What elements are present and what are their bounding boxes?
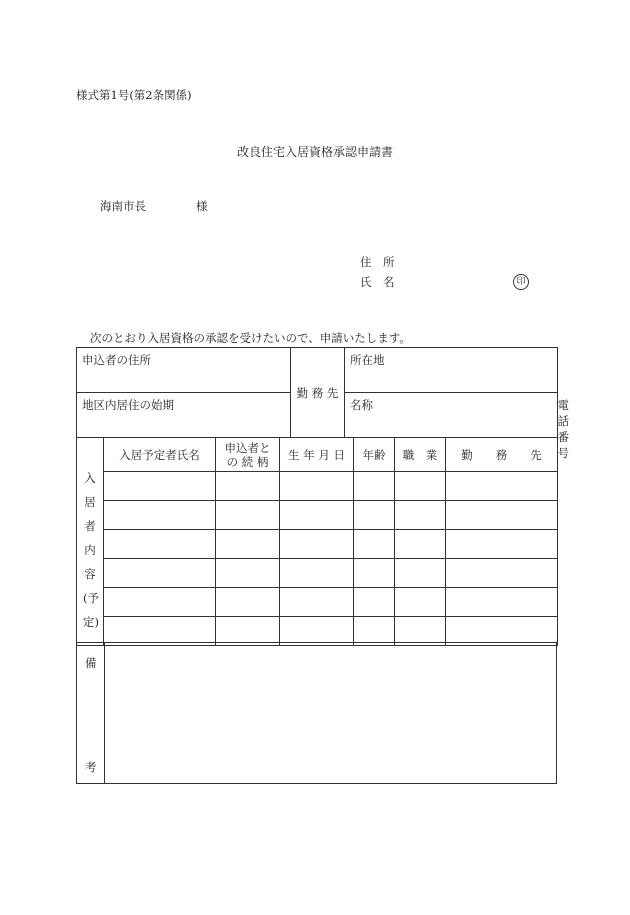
- residence-start-cell[interactable]: [77, 393, 291, 438]
- cell[interactable]: [446, 588, 558, 617]
- header-relation-1: 申込者と: [224, 440, 271, 455]
- cell[interactable]: [446, 530, 558, 559]
- cell[interactable]: [354, 559, 395, 588]
- intro-text: 次のとおり入居資格の承認を受けたいので、申請いたします。: [90, 331, 411, 345]
- workplace-label: 勤 務 先: [296, 385, 339, 400]
- side-char: 内: [84, 543, 96, 557]
- table-row: [77, 588, 558, 617]
- addressee-honorific: 様: [196, 199, 208, 213]
- cell[interactable]: [395, 472, 446, 501]
- cell[interactable]: [280, 559, 354, 588]
- cell[interactable]: [216, 559, 280, 588]
- applicant-address-label-cell: 申込者の住所: [82, 353, 151, 367]
- table-row: [77, 472, 558, 501]
- header-workplace: 勤 務 先: [446, 438, 558, 472]
- form-title: 改良住宅入居資格承認申請書: [237, 145, 394, 159]
- cell[interactable]: [395, 559, 446, 588]
- header-name: 入居予定者氏名: [104, 438, 216, 472]
- location-label: 所在地: [350, 353, 385, 367]
- applicant-name-label: 氏 名: [360, 275, 395, 289]
- cell[interactable]: [446, 472, 558, 501]
- cell[interactable]: [216, 530, 280, 559]
- header-relation: [216, 438, 280, 472]
- cell[interactable]: [280, 501, 354, 530]
- resident-table: [76, 437, 558, 646]
- form-number: 様式第1号(第2条関係): [76, 88, 192, 102]
- header-relation-2: の 続 柄: [226, 454, 269, 469]
- resident-side-label: [77, 438, 104, 646]
- cell[interactable]: [104, 472, 216, 501]
- cell[interactable]: [354, 530, 395, 559]
- cell[interactable]: [216, 472, 280, 501]
- seal-icon: 印: [513, 274, 529, 290]
- notes-label-top: 備: [85, 656, 97, 670]
- workplace-label-cell: [291, 348, 345, 438]
- table-row: [77, 530, 558, 559]
- residence-start-label: 地区内居住の始期: [82, 398, 174, 412]
- header-age: 年齢: [354, 438, 395, 472]
- side-char: 居: [84, 495, 96, 509]
- cell[interactable]: [104, 530, 216, 559]
- cell[interactable]: [216, 588, 280, 617]
- header-occupation: 職 業: [395, 438, 446, 472]
- cell[interactable]: [104, 559, 216, 588]
- table-row: [77, 559, 558, 588]
- company-name-label: 名称: [350, 398, 373, 412]
- cell[interactable]: [446, 501, 558, 530]
- phone-label: 電話番号: [557, 398, 569, 460]
- side-char: 容: [84, 567, 96, 581]
- cell[interactable]: [446, 559, 558, 588]
- cell[interactable]: [354, 501, 395, 530]
- header-dob: 生 年 月 日: [280, 438, 354, 472]
- cell[interactable]: [395, 588, 446, 617]
- seal-stamp: [513, 273, 529, 290]
- cell[interactable]: [280, 472, 354, 501]
- location-cell[interactable]: [345, 348, 558, 393]
- cell[interactable]: [104, 588, 216, 617]
- cell[interactable]: [395, 530, 446, 559]
- applicant-address-cell[interactable]: [77, 348, 291, 393]
- notes-box[interactable]: [76, 642, 557, 784]
- side-char: (予: [83, 591, 99, 605]
- addressee-name: 海南市長: [100, 199, 146, 213]
- cell[interactable]: [216, 501, 280, 530]
- side-char: 定): [83, 615, 99, 629]
- applicant-address-label: 住 所: [360, 255, 395, 269]
- cell[interactable]: [280, 588, 354, 617]
- cell[interactable]: [354, 588, 395, 617]
- notes-label-bottom: 考: [85, 760, 97, 774]
- side-char: 者: [84, 519, 96, 533]
- cell[interactable]: [395, 501, 446, 530]
- cell[interactable]: [104, 501, 216, 530]
- cell[interactable]: [280, 530, 354, 559]
- side-char: 入: [84, 471, 96, 485]
- cell[interactable]: [354, 472, 395, 501]
- table-row: [77, 501, 558, 530]
- notes-side-label: [77, 643, 105, 783]
